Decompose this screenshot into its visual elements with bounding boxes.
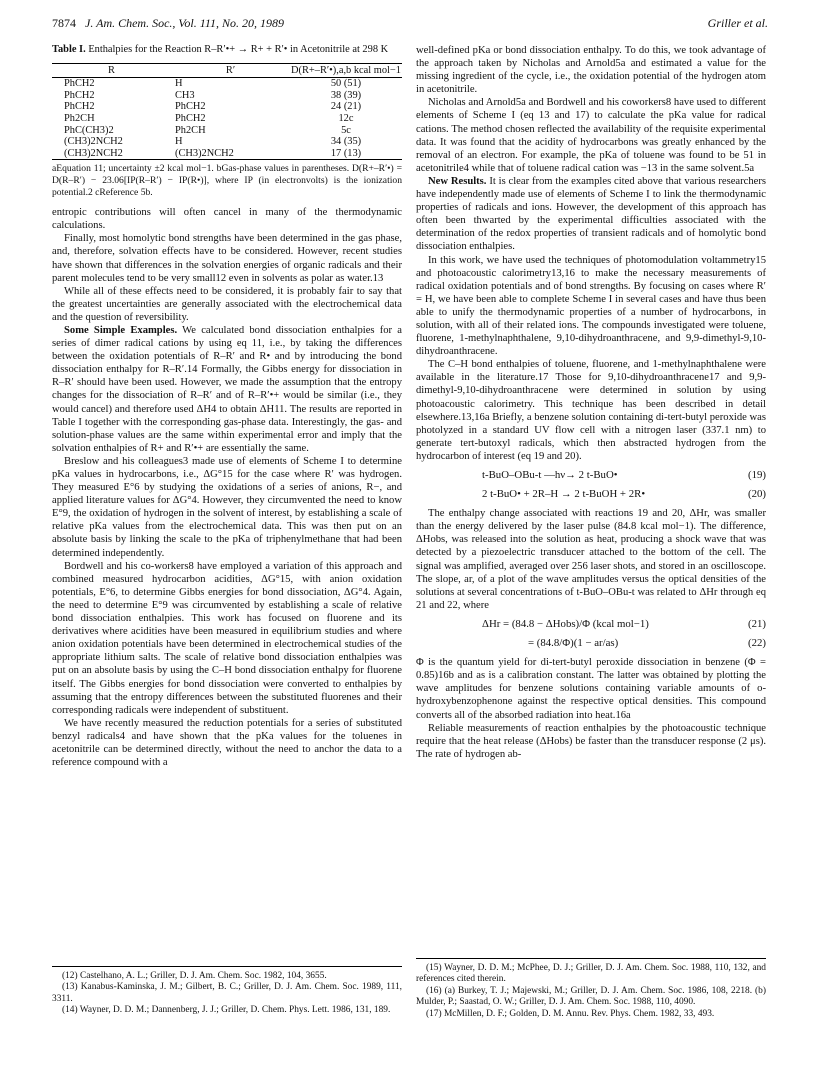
journal-name: J. Am. Chem. Soc., Vol. 111, No. 20, 1989 — [85, 16, 284, 30]
paragraph — [416, 175, 766, 254]
equation-21 — [416, 618, 766, 631]
paragraph: Breslow and his colleagues3 made use of elements of Scheme I to determine pKa values in hydrocarbons, i.e., ΔG°15 for the case where R′ was hydrogen. They measured E°6 by studying the oxidations of a series of anions, R−, and applied literature values for ΔG°4. However, they circumvented the need to know E°9, the oxidation of hydrogen in the solvent of interest, by establishing a scale of relative pKa values from the electrochemical data. This was then put on an absolute basis by linking the scale to the pKa of triphenylmethane that had been determined independently. — [52, 455, 402, 559]
table-caption-text: Enthalpies for the Reaction R–R′•+ → R+ + R′• in Acetonitrile at 298 K — [88, 44, 389, 55]
reference: (17) McMillen, D. F.; Golden, D. M. Annu. Rev. Phys. Chem. 1982, 33, 493. — [426, 1008, 715, 1019]
paragraph-text: It is clear from the examples cited above that various researchers have independently made use of elements of Scheme I to link the thermodynamic properties of radicals and ions. However, the development of this approach has often been thwarted by the experimental difficulties associated with the determination of the redox properties of transient radicals and of homolytic bond dissociation enthalpies. — [416, 175, 766, 253]
table-caption — [52, 44, 402, 57]
paragraph: We have recently measured the reduction potentials for a series of substituted benzyl radicals4 and have shown that the pKa values for the toluenes in acetonitrile can be determined directly, without the need to anchor the data to a reference compound with a — [52, 717, 402, 769]
table-row — [52, 90, 402, 102]
equation-text: t-BuO–OBu-t —hν→ 2 t-BuO• — [482, 469, 618, 481]
running-header — [52, 16, 768, 34]
references-left — [52, 966, 402, 1017]
cell: 17 (13) — [330, 147, 362, 159]
footnote-rule — [416, 958, 766, 959]
section-heading: Some Simple Examples. — [64, 324, 178, 336]
table-row — [52, 101, 402, 113]
reference: (12) Castelhano, A. L.; Griller, D. J. Am. Chem. Soc. 1982, 104, 3655. — [62, 971, 327, 981]
journal-citation — [52, 16, 284, 31]
cell: (CH3)2NCH2 — [175, 147, 234, 159]
equation-text: 2 t-BuO• + 2R–H → 2 t-BuOH + 2R• — [482, 488, 646, 501]
table-row — [52, 113, 402, 125]
equation-22 — [416, 637, 766, 650]
footnote-rule — [52, 966, 402, 967]
cell: PhCH2 — [175, 112, 206, 124]
table-footnote: aEquation 11; uncertainty ±2 kcal mol−1. bGas-phase values in parentheses. D(R+–R′•) = D(R–R′) − 23.06[IP(R–R′) − IP(R•)], where IP (in electronvolts) is the ionization potential.2 cReference 5b. — [52, 159, 402, 198]
reference: (13) Kanabus-Kaminska, J. M.; Gilbert, B. C.; Griller, D. J. Am. Chem. Soc. 1989, 111, 3311. — [52, 982, 402, 1004]
references-right — [416, 958, 766, 1020]
table-header-row — [52, 63, 402, 78]
cell: 24 (21) — [330, 101, 362, 113]
section-heading: New Results. — [428, 175, 487, 187]
enthalpy-table — [52, 63, 402, 160]
table-label: Table I. — [52, 44, 86, 55]
paragraph: The enthalpy change associated with reactions 19 and 20, ΔHr, was smaller than the energy delivered by the laser pulse (84.8 kcal mol−1). The difference, ΔHobs, was released into the solution as heat, producing a shock wave that was detected by a piezoelectric transducer attached to the bottom of the cell. The signal was amplified, averaged over 256 laser shots, and stored in an oscilloscope. The slope, ar, of a plot of the wave amplitudes versus the optical densities of the solutions at several concentrations of t-BuO–OBu-t was related to ΔHr through eq 21 and 22, where — [416, 508, 766, 611]
table-row — [52, 78, 402, 90]
cell: Ph2CH — [64, 112, 95, 124]
paragraph: While all of these effects need to be considered, it is probably fair to say that the greatest uncertainties are generally associated with the electrochemical data and the question of reversibility. — [52, 285, 402, 323]
equation-number: (21) — [748, 617, 766, 630]
cell: H — [175, 136, 183, 148]
cell: 38 (39) — [330, 89, 362, 101]
equation-number: (22) — [748, 637, 766, 650]
cell: CH3 — [175, 89, 195, 101]
cell: PhCH2 — [64, 101, 95, 113]
reference: (14) Wayner, D. D. M.; Dannenberg, J. J.; Griller, D. Chem. Phys. Lett. 1986, 131, 189. — [62, 1005, 391, 1016]
cell: 34 (35) — [330, 136, 362, 148]
col-header-r: R — [108, 64, 115, 76]
paragraph: In this work, we have used the techniques of photomodulation voltammetry15 and photoacoustic calorimetry13,16 to make the necessary measurements of radical oxidation potentials and of bond strengths. By focusing on cases where R′ = H, we have been able to complete Scheme I in several cases and have thus been able to unify the thermodynamic properties of a number of hydrocarbons, in solution, with all of their related ions. The compounds investigated were toluene, fluorene, 1-methylnaphthalene, 9,10-dihydroanthracene, and 9,9-dimethyl-9,10-dihydroanthracene. — [416, 254, 766, 358]
cell: (CH3)2NCH2 — [64, 147, 123, 159]
paragraph: well-defined pKa or bond dissociation enthalpy. To do this, we took advantage of the approach taken by Nicholas and Arnold5a and estimated a value for the missing ingredient of the cycle, i.e., the oxidation potential of the hydrogen atom in acetonitrile. — [416, 45, 766, 96]
equation-number: (19) — [748, 469, 766, 481]
cell: Ph2CH — [175, 124, 206, 136]
right-column — [416, 44, 766, 761]
paragraph: Bordwell and his co-workers8 have employed a variation of this approach and combined measured hydrocarbon acidities, ΔG°15, with anion oxidation potentials, E°6, to determine Gibbs energies for bond dissociation, ΔG°4. Again, the need to determine E°9 was circumvented by establishing a scale of relative bond dissociation enthalpies. This work has focused on fluorene and its derivatives where acidities have been measured in equilibrium studies and where anion oxidation potentials have been determined in electrochemical studies of the appropriate lithium salts. The scale of relative bond dissociation enthalpies was put on an absolute basis by using the C–H bond dissociation enthalpy for fluorene itself. The Gibbs energies for bond dissociation were converted to enthalpies by assuming that the entropy differences between the substituted fluorenes and their corresponding radicals were independent of substituent. — [52, 560, 402, 716]
col-header-enthalpy: D(R+–R′•),a,b kcal mol−1 — [291, 64, 401, 76]
table-row — [52, 125, 402, 137]
paragraph: The C–H bond enthalpies of toluene, fluorene, and 1-methylnaphthalene were available in the literature.17 Those for 9,10-dihydroanthracene17 and 9,9-dimethyl-9,10-dihydroanthracene were determined in solution by using photoacoustic calorimetry. This technique has been described in detail elsewhere.13,16a Briefly, a benzene solution containing di-tert-butyl peroxide was photolyzed in a standard UV flow cell with a nitrogen laser (337.1 nm) to generate tert-butoxyl radicals, which then abstracted hydrogen from the hydrocarbon of interest (eq 19 and 20). — [416, 359, 766, 462]
equation-text: ΔHr = (84.8 − ΔHobs)/Φ (kcal mol−1) — [482, 617, 649, 630]
paragraph: entropic contributions will often cancel in many of the thermodynamic calculations. — [52, 207, 402, 232]
paragraph — [52, 324, 402, 455]
cell: PhCH2 — [175, 101, 206, 113]
cell: PhCH2 — [64, 89, 95, 101]
table-row — [52, 148, 402, 160]
paragraph-text: We calculated bond dissociation enthalpies for a series of dimer radical cations by using eq 11, i.e., by taking the differences between the oxidation potentials of R–R′ and R• and by introducing the bond dissociation enthalpy for R–R′.14 Formally, the Gibbs energy for dissociation in R–R′ should have been used. However, we made the assumption that the entropy changes for the dissociation of R–R′ and of R–R′•+ would be similar (i.e., they would cancel) and therefore used ΔH4 to obtain ΔH11. The results are reported in Table I together with the corresponding gas-phase data. Interestingly, the gas- and solution-phase values are the same within experimental error and imply that the solvation enthalpies of R+ and R′•+ are essentially the same. — [52, 324, 402, 454]
cell: H — [175, 78, 183, 90]
paragraph: Φ is the quantum yield for di-tert-butyl peroxide dissociation in benzene (Φ = 0.85)16b and as is a calibration constant. The latter was obtained by plotting the wave amplitudes for benzene solutions containing variable amounts of o-hydroxybenzophenone against the respective optical densities. This compound converts all of the absorbed radiation into heat.16a — [416, 657, 766, 721]
cell: 5c — [341, 124, 351, 136]
running-authors: Griller et al. — [707, 16, 768, 30]
paragraph: Reliable measurements of reaction enthalpies by the photoacoustic technique require that the heat release (ΔHobs) be faster than the transducer response (2 μs). The rate of hydrogen ab- — [416, 722, 766, 760]
cell: PhCH2 — [64, 78, 95, 90]
equation-20 — [416, 488, 766, 501]
left-column — [52, 44, 402, 769]
paragraph: Nicholas and Arnold5a and Bordwell and his coworkers8 have used to different elements of Scheme I (eq 13 and 17) to calculate the pKa value for radical cations. The method chosen reflected the availability of the requisite experimental data. It was found that the acidity of hydrocarbons was greatly enhanced by the removal of an electron. For example, the pKa of toluene was found to be 51 in acetonitrile4 while that of toluene radical cation was −13 in the same solvent.5a — [416, 97, 766, 174]
cell: (CH3)2NCH2 — [64, 136, 123, 148]
paragraph: Finally, most homolytic bond strengths have been determined in the gas phase, and, therefore, solvation effects have to be considered. However, recent studies have shown that differences in the solvation energies of organic radicals and their parent molecules tend to be very small12 even in solvents as polar as water.13 — [52, 233, 402, 284]
equation-text: = (84.8/Φ)(1 − ar/as) — [528, 637, 619, 650]
equation-19 — [416, 469, 766, 482]
cell: 50 (51) — [330, 78, 362, 90]
col-header-r-prime: R′ — [225, 64, 236, 76]
table-row — [52, 136, 402, 148]
reference: (15) Wayner, D. D. M.; McPhee, D. J.; Griller, D. J. Am. Chem. Soc. 1988, 110, 132, and references cited therein. — [416, 963, 766, 985]
cell: 12c — [338, 112, 354, 124]
page-number: 7874 — [52, 16, 76, 30]
equation-number: (20) — [748, 488, 766, 501]
cell: PhC(CH3)2 — [64, 124, 114, 136]
reference: (16) (a) Burkey, T. J.; Majewski, M.; Griller, D. J. Am. Chem. Soc. 1986, 108, 2218. (b) Mulder, P.; Saastad, O. W.; Griller, D. J. Am. Chem. Soc. 1988, 110, 4090. — [416, 985, 766, 1008]
